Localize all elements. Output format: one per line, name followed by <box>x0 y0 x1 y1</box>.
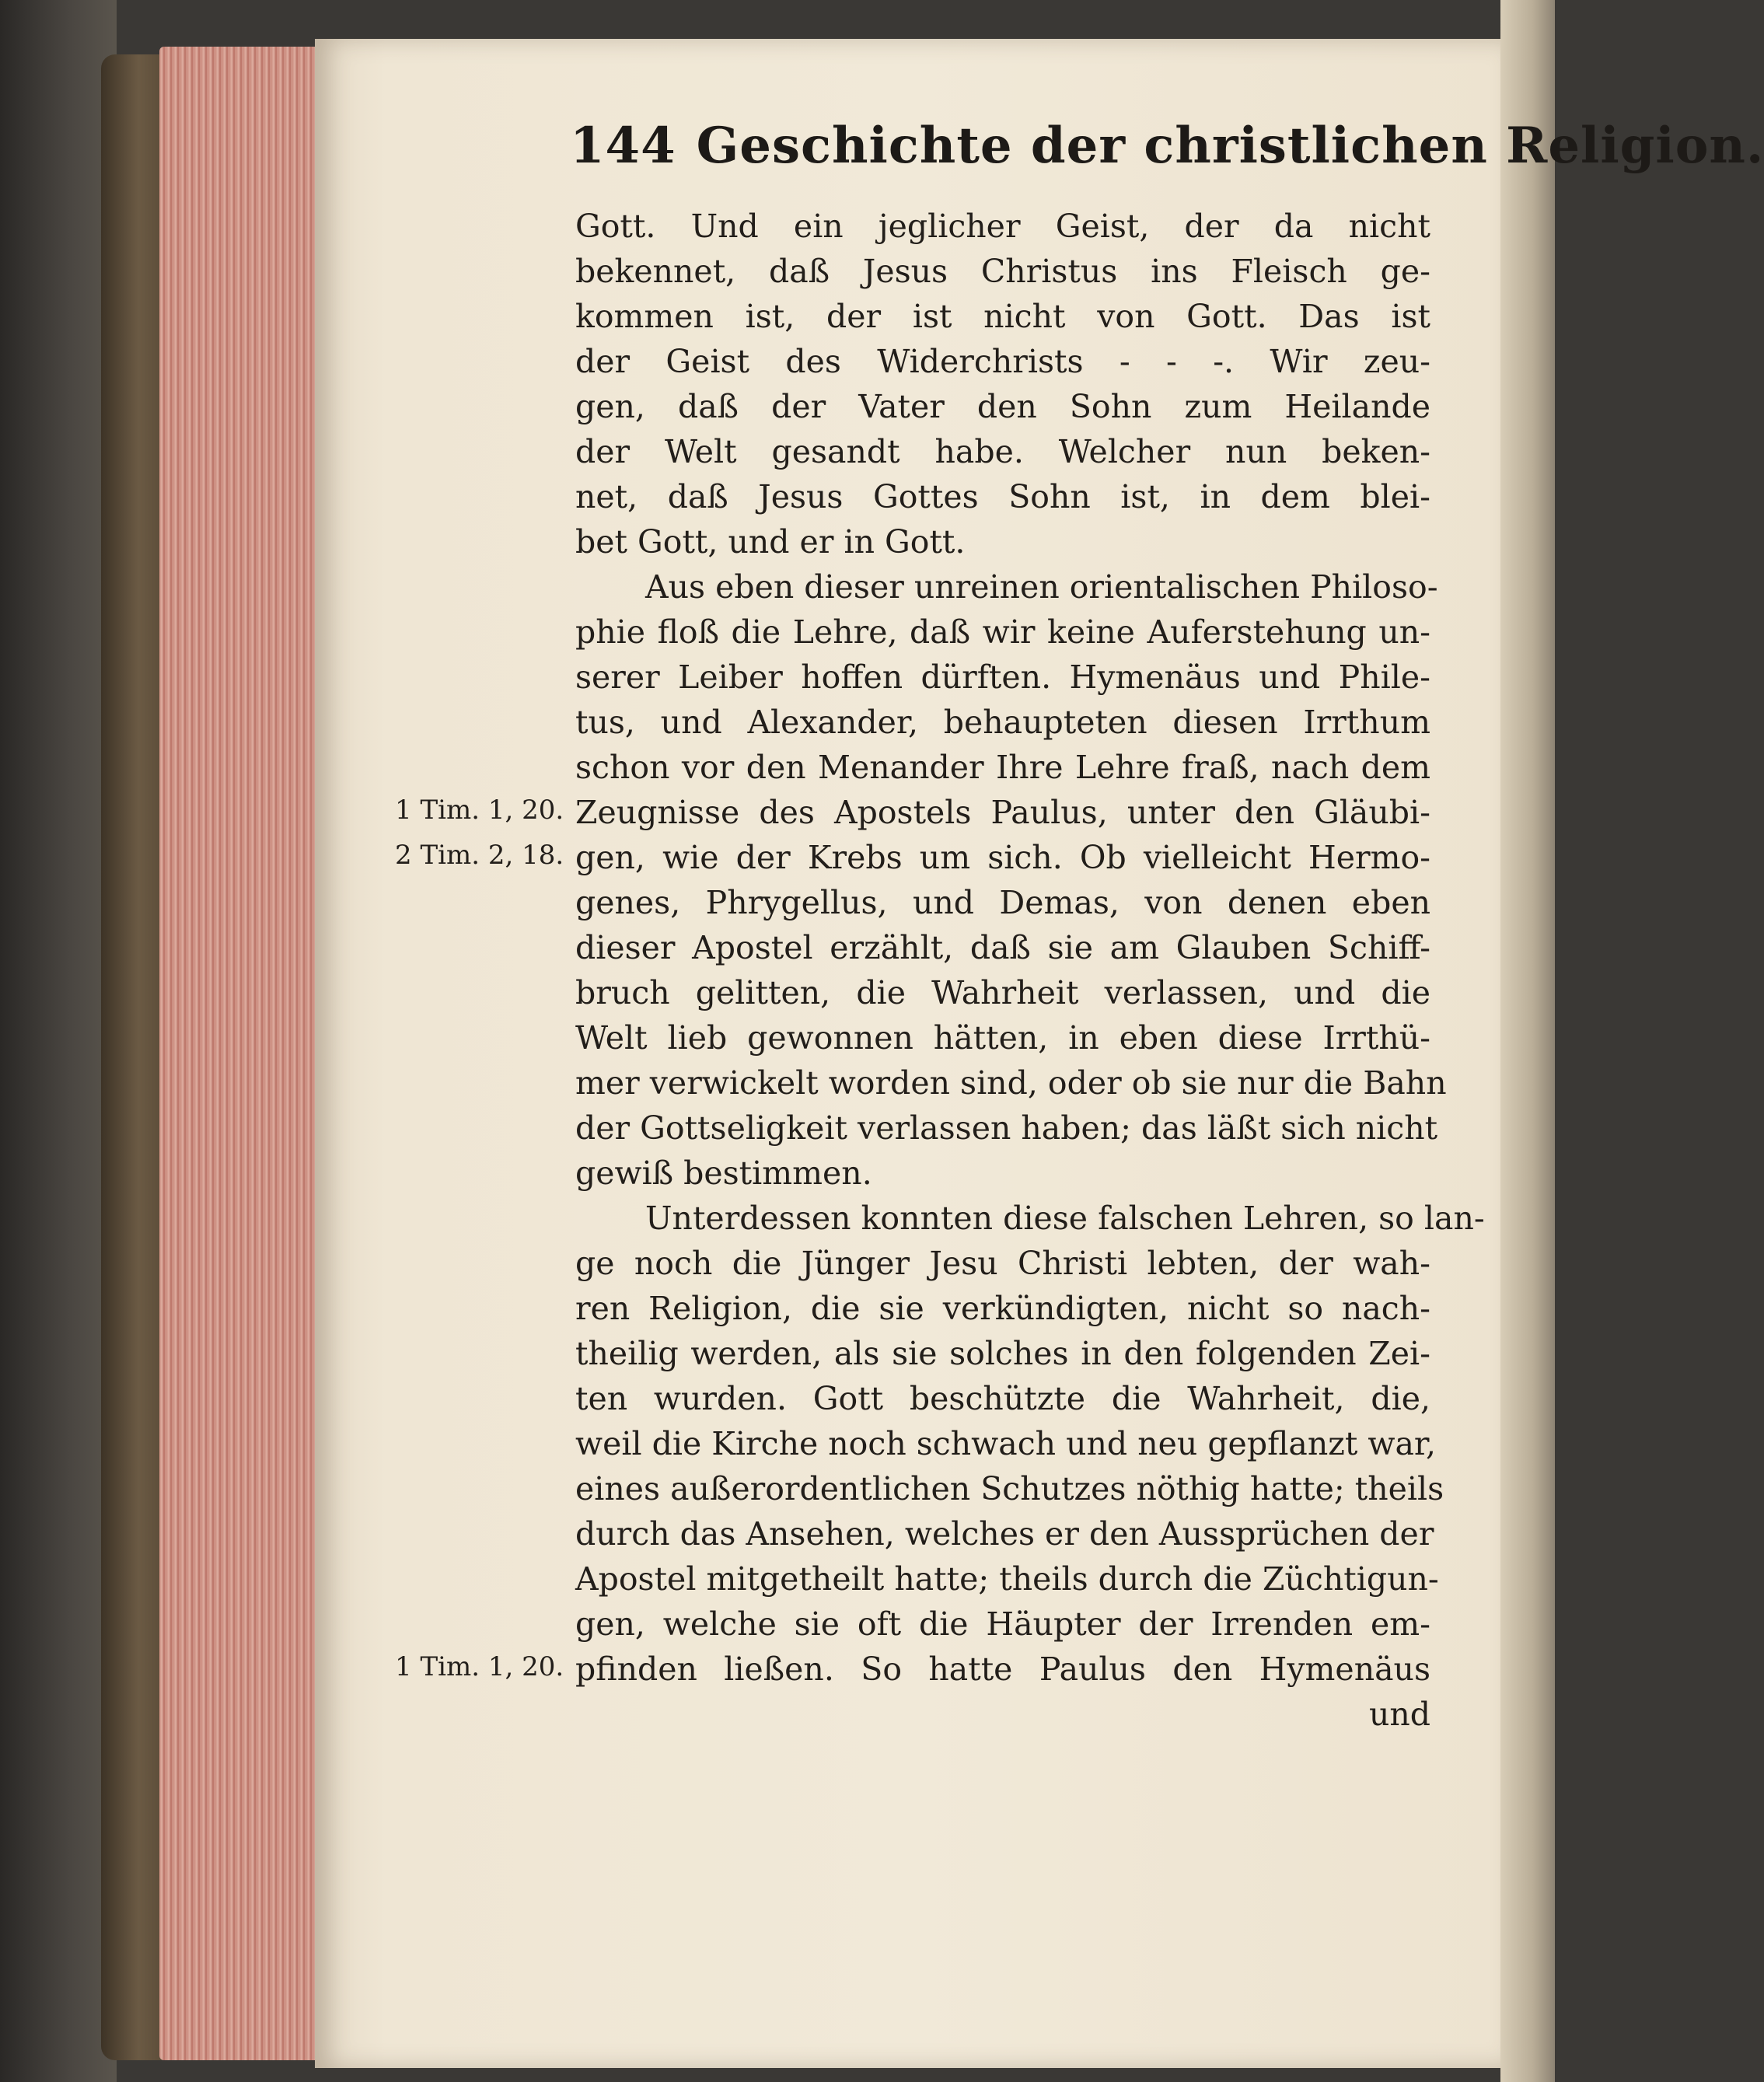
text-line: der Gottseligkeit verlassen haben; das läßt sich nicht <box>575 1109 1438 1147</box>
text-line: Unterdessen konnten diese falschen Lehren, so lan- <box>645 1200 1485 1237</box>
text-line: tus, und Alexander, behaupteten diesen Irrthum <box>575 704 1430 741</box>
page-number: 144 <box>570 117 676 175</box>
running-title: Geschichte der christlichen Religion. <box>696 117 1764 175</box>
text-line: kommen ist, der ist nicht von Gott. Das ist <box>575 298 1430 335</box>
page-edges <box>159 47 327 2060</box>
text-line: ren Religion, die sie verkündigten, nicht so nach- <box>575 1290 1430 1327</box>
text-line: durch das Ansehen, welches er den Aussprüchen der <box>575 1515 1434 1553</box>
margin-citation: 1 Tim. 1, 20. <box>395 795 564 826</box>
text-line: schon vor den Menander Ihre Lehre fraß, nach dem <box>575 749 1430 786</box>
text-line: bruch gelitten, die Wahrheit verlassen, und die <box>575 974 1430 1011</box>
text-line: gen, daß der Vater den Sohn zum Heilande <box>575 388 1430 425</box>
backdrop <box>0 0 117 2082</box>
text-line: mer verwickelt worden sind, oder ob sie nur die Bahn <box>575 1064 1447 1102</box>
text-line: Apostel mitgetheilt hatte; theils durch die Züchtigun- <box>575 1560 1439 1598</box>
text-line: theilig werden, als sie solches in den folgenden Zei- <box>575 1335 1430 1372</box>
text-line: Zeugnisse des Apostels Paulus, unter den Gläubi- <box>575 794 1430 831</box>
text-line: Gott. Und ein jeglicher Geist, der da nicht <box>575 208 1430 245</box>
text-line: Aus eben dieser unreinen orientalischen Philoso- <box>645 568 1438 606</box>
margin-citation: 1 Tim. 1, 20. <box>395 1651 564 1682</box>
text-line: Welt lieb gewonnen hätten, in eben diese Irrthü- <box>575 1019 1430 1057</box>
text-line: pfinden ließen. So hatte Paulus den Hymenäus <box>575 1651 1430 1688</box>
text-line: der Geist des Widerchrists - - -. Wir zeu- <box>575 343 1430 380</box>
text-line: dieser Apostel erzählt, daß sie am Glauben Schiff- <box>575 929 1430 966</box>
text-line: genes, Phrygellus, und Demas, von denen eben <box>575 884 1430 921</box>
margin-citation: 2 Tim. 2, 18. <box>395 840 564 871</box>
text-line: serer Leiber hoffen dürften. Hymenäus und Phile- <box>575 658 1430 696</box>
text-line: net, daß Jesus Gottes Sohn ist, in dem blei- <box>575 478 1430 515</box>
text-line: gen, wie der Krebs um sich. Ob vielleicht Hermo- <box>575 839 1430 876</box>
text-line: bet Gott, und er in Gott. <box>575 523 966 561</box>
text-line: phie floß die Lehre, daß wir keine Auferstehung un- <box>575 613 1430 651</box>
text-line: bekennet, daß Jesus Christus ins Fleisch ge- <box>575 253 1430 290</box>
text-line: weil die Kirche noch schwach und neu gepflanzt war, <box>575 1425 1437 1462</box>
text-line: und <box>1368 1696 1430 1733</box>
text-line: gen, welche sie oft die Häupter der Irrenden em- <box>575 1605 1430 1643</box>
text-line: der Welt gesandt habe. Welcher nun beken- <box>575 433 1430 470</box>
running-header <box>570 117 1764 175</box>
text-line: ten wurden. Gott beschützte die Wahrheit, die, <box>575 1380 1430 1417</box>
text-line: eines außerordentlichen Schutzes nöthig hatte; theils <box>575 1470 1444 1507</box>
facing-page-edge <box>1500 0 1555 2082</box>
body-text <box>575 204 1485 1737</box>
text-line: gewiß bestimmen. <box>575 1155 872 1192</box>
text-line: ge noch die Jünger Jesu Christi lebten, der wah- <box>575 1245 1430 1282</box>
